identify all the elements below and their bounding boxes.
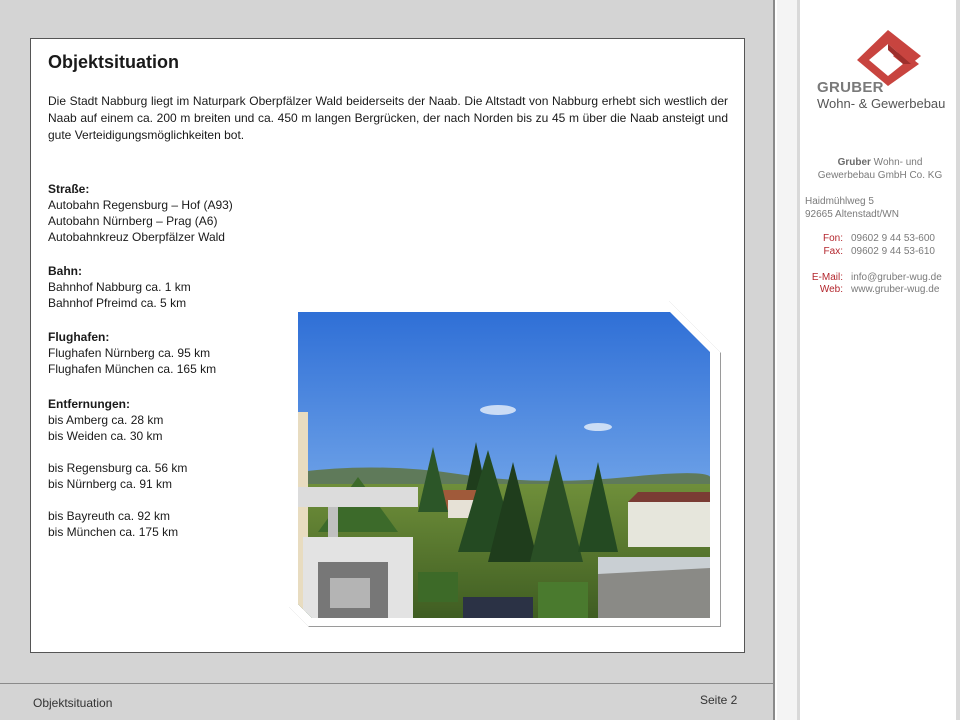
sidebar-edge	[956, 0, 960, 720]
section-flughafen	[48, 329, 216, 377]
brand-subtitle: Wohn- & Gewerbebau	[817, 96, 946, 111]
gutter	[777, 0, 797, 720]
address	[805, 195, 899, 221]
list-item: Autobahn Regensburg – Hof (A93)	[48, 198, 233, 212]
section-bahn	[48, 263, 191, 311]
company-bold: Gruber	[837, 157, 871, 168]
contact-email	[800, 272, 942, 284]
list-item: Flughafen München ca. 165 km	[48, 362, 217, 376]
landscape-photo	[298, 312, 710, 618]
list-item: bis Bayreuth ca. 92 km	[48, 509, 171, 523]
list-item: bis Amberg ca. 28 km	[48, 413, 164, 427]
section-heading: Bahn:	[48, 264, 82, 278]
street: Haidmühlweg 5	[805, 196, 874, 207]
list-item: bis München ca. 175 km	[48, 525, 179, 539]
email-label: E-Mail:	[811, 272, 843, 283]
company-name	[800, 156, 960, 182]
contact-web	[800, 284, 939, 296]
fax-label: Fax:	[823, 246, 843, 257]
fon-value: 09602 9 44 53-600	[851, 233, 935, 244]
section-heading: Flughafen:	[48, 330, 110, 344]
section-heading: Entfernungen:	[48, 397, 130, 411]
fax-value: 09602 9 44 53-610	[851, 246, 935, 257]
fon-label: Fon:	[822, 233, 843, 244]
footer-title: Objektsituation	[33, 696, 113, 710]
email-value[interactable]: info@gruber-wug.de	[851, 272, 942, 283]
city: 92665 Altenstadt/WN	[805, 209, 899, 220]
company-rest: Wohn- und	[870, 157, 923, 168]
company-line2: Gewerbebau GmbH Co. KG	[817, 170, 943, 181]
list-item: bis Regensburg ca. 56 km	[48, 461, 188, 475]
contact-fax	[800, 246, 935, 258]
section-entfernungen	[48, 396, 187, 540]
footer-divider	[0, 683, 775, 684]
list-item: Flughafen Nürnberg ca. 95 km	[48, 346, 211, 360]
section-strasse	[48, 181, 233, 245]
section-heading: Straße:	[48, 182, 90, 196]
web-value[interactable]: www.gruber-wug.de	[851, 284, 940, 295]
list-item: Autobahnkreuz Oberpfälzer Wald	[48, 230, 225, 244]
list-item: bis Weiden ca. 30 km	[48, 429, 163, 443]
list-item: Bahnhof Nabburg ca. 1 km	[48, 280, 191, 294]
list-item: Bahnhof Pfreimd ca. 5 km	[48, 296, 187, 310]
list-item: Autobahn Nürnberg – Prag (A6)	[48, 214, 218, 228]
page-number: Seite 2	[700, 693, 738, 707]
brand-name: GRUBER	[817, 79, 884, 96]
contact-fon	[800, 233, 935, 245]
list-item: bis Nürnberg ca. 91 km	[48, 477, 173, 491]
web-label: Web:	[819, 284, 843, 295]
intro-paragraph: Die Stadt Nabburg liegt im Naturpark Oberpfälzer Wald beiderseits der Naab. Die Altstadt von Nabburg erhebt sich westlich der Naab auf einem ca. 200 m breiten und ca. 450 m langen Bergrücken, der nach Norden bis zu 45 m über die Naab ansteigt und gute Verteidigungsmöglichkeiten bot.	[48, 94, 728, 142]
page-title: Objektsituation	[48, 52, 180, 72]
